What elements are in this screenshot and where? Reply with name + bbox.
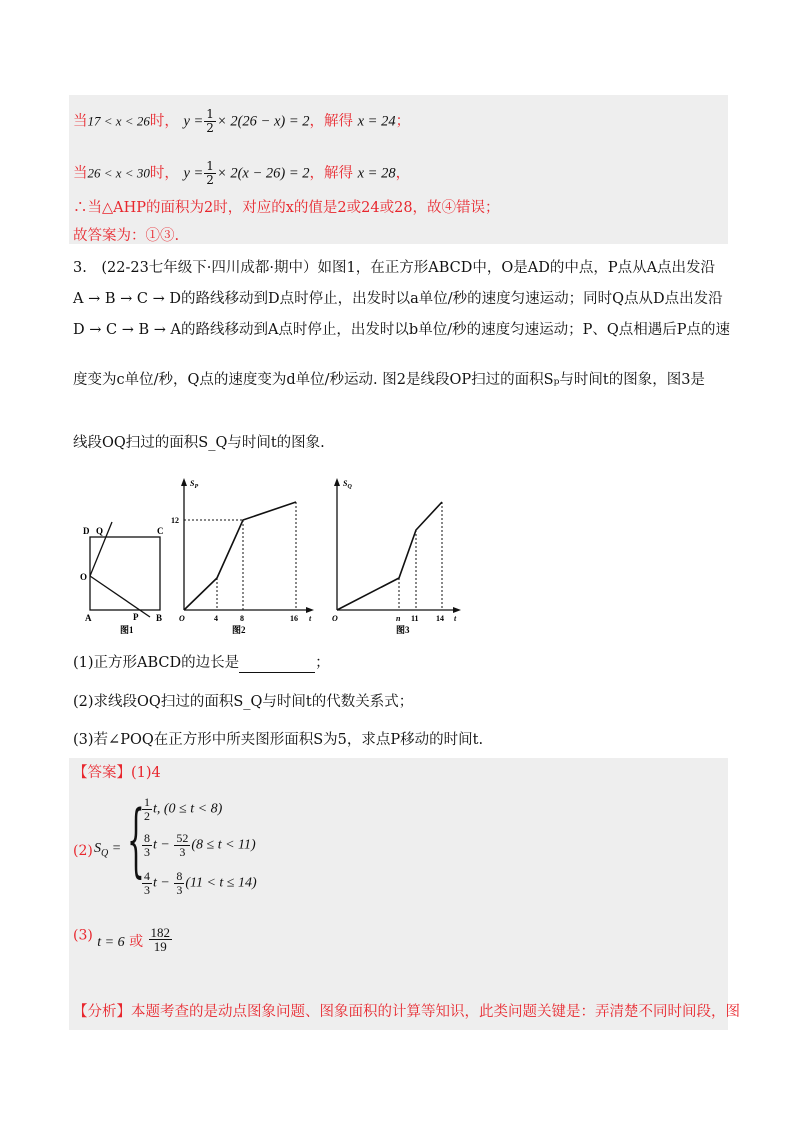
- piecewise-case-2: $\frac{8}{3}$ t − $\frac{52}{3}$ (8 ≤ t < 11): [144, 831, 256, 859]
- label-d: D: [83, 526, 90, 536]
- problem-line-1: 3. (22-23七年级下·四川成都·期中）如图1，在正方形ABCD中，O是AD的中点，P点从A点出发沿: [73, 260, 716, 276]
- label-a: A: [85, 613, 92, 623]
- fig3-x-tick-11: 11: [411, 614, 419, 623]
- label-q: Q: [96, 526, 104, 536]
- fig3-x-label: t: [454, 614, 457, 623]
- answer-tag: 【答案】: [73, 765, 131, 781]
- analysis-tag: 【分析】: [73, 1004, 131, 1020]
- solution-conclusion: ∴当△AHP的面积为2时，对应的x的值是2或24或28，故④错误；: [73, 200, 500, 216]
- segment-op: [90, 576, 150, 617]
- figure-1-caption: 图1: [120, 625, 134, 635]
- figure-3-caption: 图3: [396, 625, 410, 635]
- answer-blank[interactable]: [239, 658, 315, 673]
- question-1: (1)正方形ABCD的边长是 ；: [73, 655, 330, 671]
- fig2-series-line: [184, 502, 296, 610]
- fig3-series-line: [337, 502, 442, 610]
- problem-line-4: 度变为c单位/秒，Q点的速度变为d单位/秒运动. 图2是线段OP扫过的面积Sₚ与时间t的图象，图3是: [73, 372, 705, 388]
- solution-case-2: 当26 < x < 30时， y = $\frac{1}{2}$ × 2(x − 26) = 2，解得 x = 28，: [73, 159, 411, 187]
- fig3-y-label: $S_Q$: [343, 479, 352, 490]
- analysis: 【分析】本题考查的是动点图象问题、图象面积的计算等知识，此类问题关键是：弄清楚不同时间段，图: [73, 1004, 740, 1020]
- piecewise-case-3: $\frac{4}{3}$ t − $\frac{8}{3}$ (11 < t ≤ 14): [144, 869, 257, 897]
- fig2-x-tick-8: 8: [240, 614, 244, 623]
- fig3-x-tick-14: 14: [436, 614, 444, 623]
- figure-3: [332, 478, 461, 635]
- fig2-x-label: t: [309, 614, 312, 623]
- figure-2-caption: 图2: [232, 625, 246, 635]
- label-o: O: [80, 572, 88, 582]
- fig2-origin: O: [179, 614, 185, 623]
- label-p: P: [133, 612, 139, 622]
- answer-3: (3) t = 6 或 $\frac{182}{19}$: [73, 925, 171, 954]
- label-c: C: [157, 526, 164, 536]
- problem-line-2: A → B → C → D的路线移动到D点时停止，出发时以a单位/秒的速度匀速运动；同时Q点从D点出发沿: [73, 291, 723, 307]
- solution-case-1: 当17 < x < 26时， y = $\frac{1}{2}$ × 2(26 − x) = 2，解得 x = 24；: [73, 107, 411, 135]
- fig3-origin: O: [332, 614, 338, 623]
- square-abcd: [90, 537, 160, 610]
- question-3: (3)若∠POQ在正方形中所夹图形面积S为5，求点P移动的时间t.: [73, 732, 484, 748]
- fig2-y-label: $S_P$: [190, 479, 199, 490]
- figure-1: [80, 522, 164, 635]
- piecewise-case-1: $\frac{1}{2}$ t, (0 ≤ t < 8): [144, 795, 223, 823]
- answer-1: 【答案】(1)4: [73, 765, 161, 781]
- problem-line-3: D → C → B → A的路线移动到A点时停止，出发时以b单位/秒的速度匀速运动；P、Q点相遇后P点的速: [73, 322, 730, 338]
- label-b: B: [156, 613, 163, 623]
- problem-line-5: 线段OQ扫过的面积S_Q与时间t的图象.: [73, 435, 325, 451]
- figure-2: [171, 478, 314, 635]
- answer-2: (2) $S_Q$ = { $\frac{1}{2}$ t, (0 ≤ t < 8) $\frac{8}{3}$ t − $\frac{52}{3}$ (8 ≤ t < 11) $\frac{4}{3}$ t − $\frac{8}{3}$ (11 < t ≤ 14): [73, 793, 257, 897]
- problem-figures: [70, 470, 470, 640]
- fig2-x-tick-16: 16: [290, 614, 298, 623]
- fig2-y-tick-12: 12: [171, 516, 179, 525]
- question-2: (2)求线段OQ扫过的面积S_Q与时间t的代数关系式；: [73, 694, 414, 710]
- fig3-x-tick-n: n: [396, 614, 401, 623]
- solution-answer: 故答案为：①③.: [73, 228, 180, 244]
- fig2-x-tick-4: 4: [214, 614, 218, 623]
